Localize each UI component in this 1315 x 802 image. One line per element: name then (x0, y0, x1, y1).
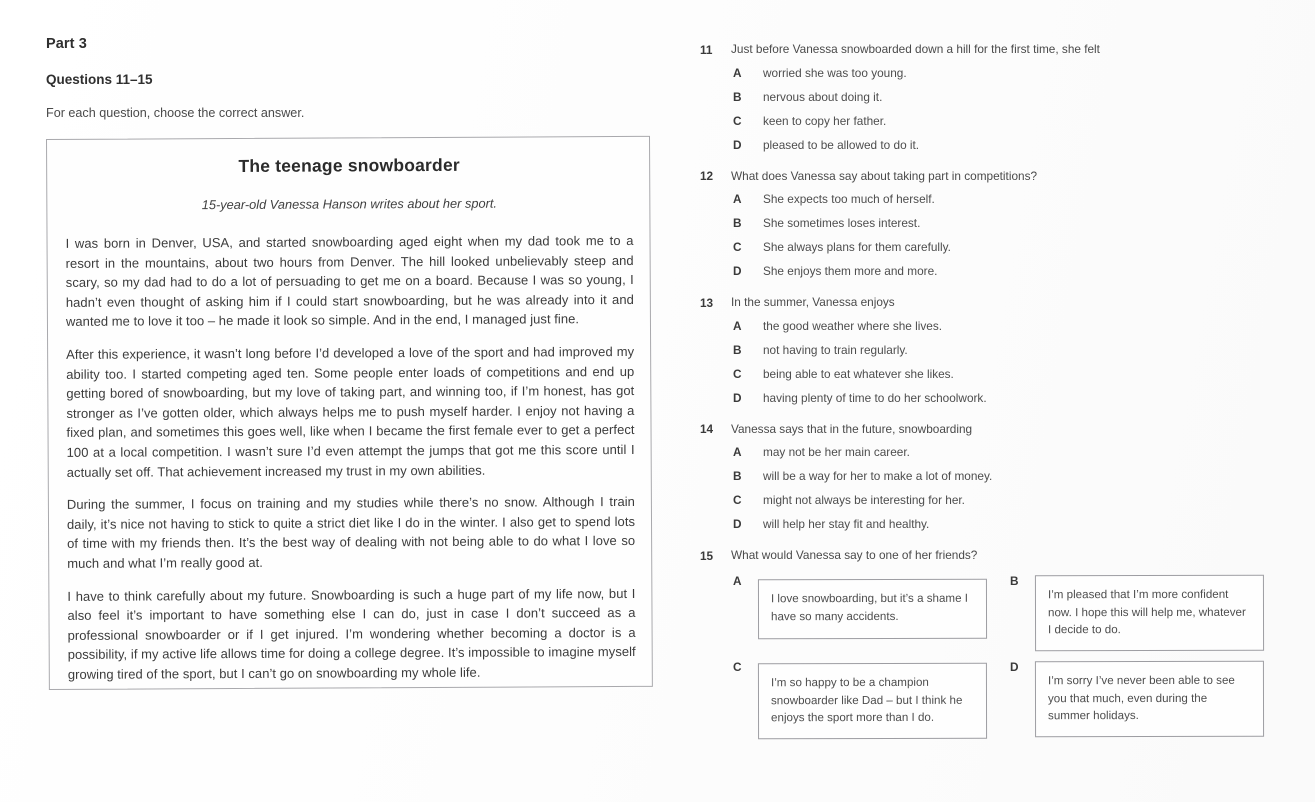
question-number: 12 (700, 169, 714, 183)
question-block-15 (700, 548, 1300, 731)
question-number: 14 (700, 422, 714, 436)
option-row[interactable] (700, 367, 1300, 381)
option-letter: D (1010, 659, 1019, 674)
question-text: Vanessa says that in the future, snowboarding (731, 421, 973, 436)
option-letter: B (1010, 573, 1019, 588)
option-row[interactable] (700, 493, 1300, 507)
option-text: will be a way for her to make a lot of money. (763, 469, 993, 483)
passage-paragraph: I was born in Denver, USA, and started snowboarding aged eight when my dad took me to a resort in the mountains, about two hours from Denver. The hill looked unbelievably steep and scary, so my dad had to do a lot of persuading to get me on a board. Because I was so young, I hadn’t even thought of asking him if I could start snowboarding, but he was already into it and wanted me to love it too – he made it look so simple. And in the end, I managed just fine. (65, 232, 634, 330)
question-block-13 (700, 295, 1300, 405)
statement-option-grid (700, 573, 1278, 731)
statement-option-a[interactable] (733, 573, 987, 639)
option-letter: B (733, 89, 742, 104)
question-header (700, 169, 1300, 184)
option-letter: A (733, 445, 742, 459)
passage-body (65, 231, 635, 684)
option-row[interactable] (700, 469, 1300, 483)
option-text: She enjoys them more and more. (763, 264, 938, 278)
option-text: She always plans for them carefully. (763, 240, 951, 254)
option-row[interactable] (700, 90, 1300, 104)
option-letter: C (733, 366, 742, 381)
question-text: Just before Vanessa snowboarded down a hill for the first time, she felt (731, 42, 1100, 56)
question-text: In the summer, Vanessa enjoys (731, 295, 895, 309)
option-letter: C (733, 659, 742, 674)
statement-text: I’m so happy to be a champion snowboarder like Dad – but I think he enjoys the sport more than I do. (770, 675, 963, 724)
passage-paragraph: After this experience, it wasn’t long before I’d developed a love of the sport and had improved my ability too. I started competing aged ten. Some people enter loads of competitions and end up getting bored of snowboarding, but my love of taking part, and winning too, if I’m honest, has got stronger as I’ve gotten older, which always helps me to push myself harder. I enjoy not having a fixed plan, and sometimes this goes well, like when I became the first female ever to get a perfect 100 at a local competition. I wasn’t sure I’d even attempt the jumps that got me this score until I actually set off. That achievement increased my trust in my own abilities. (66, 343, 635, 480)
option-text: the good weather where she lives. (763, 318, 943, 333)
option-row[interactable] (700, 391, 1300, 405)
option-row[interactable] (700, 66, 1300, 80)
option-letter: B (733, 216, 742, 230)
option-list (700, 319, 1300, 405)
option-letter: C (733, 493, 742, 507)
question-header (700, 42, 1300, 57)
question-header (700, 548, 1300, 563)
option-row[interactable] (700, 343, 1300, 357)
question-text: What would Vanessa say to one of her friends? (731, 548, 978, 562)
option-text: will help her stay fit and healthy. (763, 517, 930, 531)
option-letter: A (733, 318, 742, 333)
passage-paragraph: During the summer, I focus on training and my studies while there’s no snow. Although I train daily, it’s nice not having to stick to quite a strict diet like I do in the winter. I also get to spend lots of time with my friends then. It’s the best way of dealing with not being able to do what I love so much and what I’m really good at. (66, 494, 636, 571)
instruction-text: For each question, choose the correct answer. (46, 106, 305, 120)
option-row[interactable] (700, 114, 1300, 128)
option-row[interactable] (700, 517, 1300, 531)
option-text: may not be her main career. (763, 445, 910, 459)
option-text: She expects too much of herself. (763, 192, 935, 206)
option-text: might not always be interesting for her. (763, 493, 965, 507)
statement-option-d[interactable] (1010, 659, 1264, 737)
statement-box[interactable] (1035, 574, 1264, 650)
option-text: nervous about doing it. (763, 89, 883, 104)
statement-text: I’m sorry I’ve never been able to see you that much, even during the summer holidays. (1047, 673, 1235, 722)
option-text: being able to eat whatever she likes. (763, 366, 954, 381)
option-letter: B (733, 342, 742, 357)
option-text: not having to train regularly. (763, 342, 908, 357)
statement-text: I love snowboarding, but it’s a shame I have so many accidents. (770, 591, 968, 623)
reading-passage-inner (47, 137, 652, 695)
statement-box[interactable] (1035, 660, 1264, 736)
option-text: pleased to be allowed to do it. (763, 137, 920, 152)
question-block-12 (700, 169, 1300, 279)
reading-passage-box (46, 136, 653, 690)
option-letter: A (733, 65, 742, 80)
question-number: 13 (700, 295, 714, 310)
option-row[interactable] (700, 445, 1300, 459)
passage-paragraph: I have to think carefully about my future. Snowboarding is such a huge part of my life now, but I also feel it’s important to have something else I can do, just in case I don’t succeed as a professional snowboarder or if I get injured. I’m wondering whether becoming a doctor is a possibility, if my active life allows time for doing a college degree. It’s impossible to imagine myself growing tired of the sport, but I can’t go on snowboarding my whole life. (67, 585, 636, 682)
question-number: 15 (700, 548, 714, 563)
part-title: Part 3 (46, 36, 87, 52)
option-letter: A (733, 192, 742, 206)
option-row[interactable] (700, 319, 1300, 333)
option-row[interactable] (700, 264, 1300, 278)
statement-box[interactable] (758, 578, 987, 638)
option-text: having plenty of time to do her schoolwork. (763, 390, 987, 405)
option-row[interactable] (700, 138, 1300, 152)
option-row[interactable] (700, 216, 1300, 230)
question-block-11 (700, 42, 1300, 152)
question-header (700, 422, 1300, 437)
question-header (700, 295, 1300, 310)
option-letter: D (733, 390, 742, 405)
left-column (46, 36, 666, 120)
questions-column (700, 42, 1300, 748)
question-text: What does Vanessa say about taking part in competitions? (731, 168, 1038, 183)
option-list (700, 192, 1300, 278)
statement-option-b[interactable] (1010, 573, 1264, 651)
option-letter: C (733, 113, 742, 128)
option-letter: D (733, 517, 742, 531)
option-text: worried she was too young. (763, 65, 907, 80)
statement-box[interactable] (758, 662, 987, 738)
option-text: keen to copy her father. (763, 113, 887, 128)
option-row[interactable] (700, 240, 1300, 254)
option-row[interactable] (700, 192, 1300, 206)
passage-title: The teenage snowboarder (238, 154, 460, 176)
option-letter: C (733, 240, 742, 254)
option-text: She sometimes loses interest. (763, 216, 921, 230)
questions-range-heading: Questions 11–15 (46, 72, 153, 87)
question-number: 11 (700, 42, 713, 57)
statement-text: I’m pleased that I’m more confident now. I hope this will help me, whatever I decide to do. (1047, 587, 1246, 636)
option-letter: D (733, 137, 742, 152)
statement-option-c[interactable] (733, 659, 987, 739)
passage-subtitle: 15-year-old Vanessa Hanson writes about her sport. (201, 195, 497, 213)
option-letter: A (733, 573, 742, 588)
question-block-14 (700, 422, 1300, 532)
option-list (700, 66, 1300, 152)
option-letter: D (733, 264, 742, 278)
option-list (700, 445, 1300, 531)
option-letter: B (733, 469, 742, 483)
